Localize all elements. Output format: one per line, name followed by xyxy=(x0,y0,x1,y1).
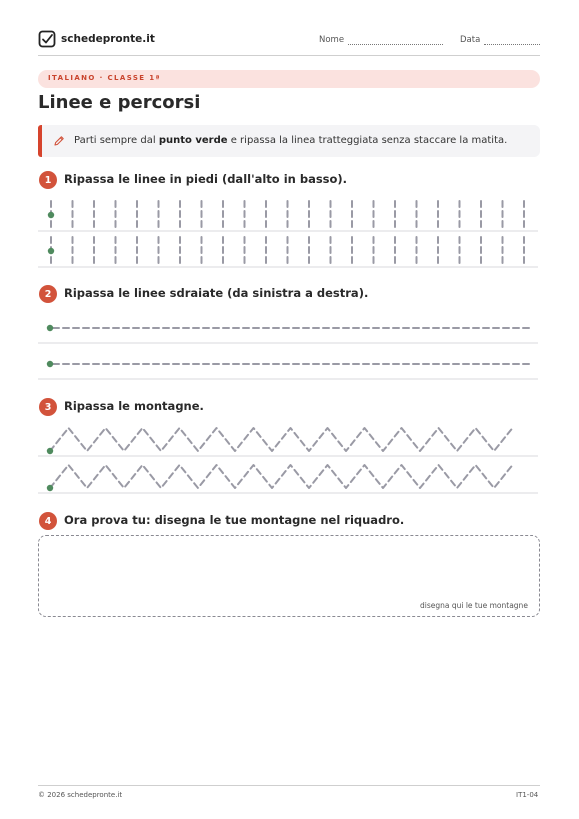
page-title: Linee e percorsi xyxy=(38,92,201,113)
clipboard-check-icon xyxy=(38,30,56,48)
date-field[interactable] xyxy=(460,35,540,45)
exercise-1-text: Ripassa le linee in piedi (dall'alto in basso). xyxy=(64,172,348,186)
date-line xyxy=(484,35,540,45)
exercise-2-text: Ripassa le linee sdraiate (da sinistra a destra). xyxy=(64,286,369,300)
instruction-text-start: Parti sempre dal xyxy=(74,135,156,146)
subject-tag-label: ITALIANO · CLASSE 1ª xyxy=(48,74,161,82)
exercise-2-badge: 2 xyxy=(39,285,57,303)
start-dot xyxy=(48,212,54,218)
footer-divider xyxy=(38,785,540,786)
start-dot xyxy=(47,361,53,367)
start-dot xyxy=(47,325,53,331)
footer-code: IT1-04 xyxy=(516,791,539,799)
exercise-3-text: Ripassa le montagne. xyxy=(64,399,204,413)
drawing-box-hint: disegna qui le tue montagne xyxy=(420,601,528,610)
mountain-trace-line xyxy=(50,428,513,451)
name-label: Nome xyxy=(319,35,345,45)
exercise-4-badge: 4 xyxy=(39,512,57,530)
pencil-icon xyxy=(53,135,65,147)
exercise-3-badge: 3 xyxy=(39,398,57,416)
mountain-trace-line xyxy=(50,465,513,488)
exercise-4-text: Ora prova tu: disegna le tue montagne nel riquadro. xyxy=(64,513,405,527)
brand-name: schedepronte.it xyxy=(61,33,155,45)
instruction-text-end: e ripassa la linea tratteggiata senza staccare la matita. xyxy=(230,135,508,146)
header-divider xyxy=(38,55,540,56)
start-dot xyxy=(48,248,54,254)
instruction-text xyxy=(74,135,507,146)
date-label: Data xyxy=(460,35,481,45)
instruction-text-bold: punto verde xyxy=(158,135,228,146)
start-dot xyxy=(47,448,53,454)
footer-copyright: © 2026 schedepronte.it xyxy=(38,791,123,799)
name-line xyxy=(348,35,443,45)
name-field[interactable] xyxy=(319,35,443,45)
exercise-1-badge: 1 xyxy=(39,171,57,189)
instruction-accent-bar xyxy=(38,125,42,157)
start-dot xyxy=(47,485,53,491)
